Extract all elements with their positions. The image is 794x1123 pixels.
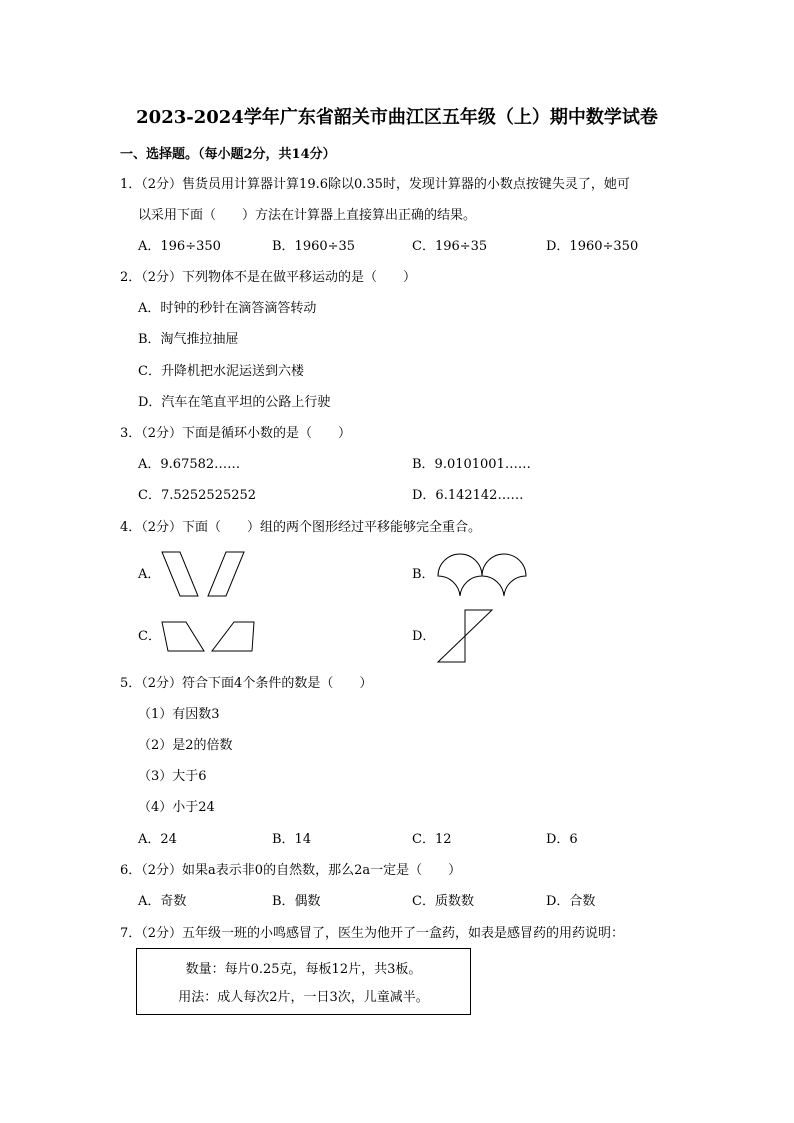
q5-option-a: A．24 bbox=[138, 832, 177, 847]
q6-option-c: C．质数数 bbox=[412, 894, 474, 909]
q6-option-b: B．偶数 bbox=[272, 894, 321, 909]
q1-option-d: D．1960÷350 bbox=[546, 239, 639, 254]
q1-stem-line2: 以采用下面（ ）方法在计算器上直接算出正确的结果。 bbox=[138, 208, 477, 223]
q4-option-b-label: B． bbox=[412, 567, 435, 582]
q5-condition-4: （4）小于24 bbox=[138, 800, 215, 815]
q4-figure-d bbox=[436, 608, 496, 664]
q1-option-a: A．196÷350 bbox=[138, 239, 221, 254]
medicine-usage-line: 用法：成人每次2片，一日3次，儿童减半。 bbox=[178, 990, 429, 1005]
q5-condition-3: （3）大于6 bbox=[138, 769, 207, 784]
q2-option-a: A．时钟的秒针在滴答滴答转动 bbox=[138, 301, 317, 316]
q1-option-b: B．1960÷35 bbox=[272, 239, 356, 254]
q5-option-d: D．6 bbox=[546, 832, 578, 847]
q3-stem: 3．（2分）下面是循环小数的是（ ） bbox=[120, 426, 352, 441]
q4-figure-a bbox=[160, 550, 246, 600]
q2-option-d: D．汽车在笔直平坦的公路上行驶 bbox=[138, 395, 331, 410]
q3-option-b: B．9.0101001…… bbox=[412, 457, 531, 472]
q4-option-c-label: C． bbox=[138, 629, 161, 644]
q5-condition-2: （2）是2的倍数 bbox=[138, 738, 233, 753]
q1-stem-line1: 1．（2分）售货员用计算器计算19.6除以0.35时，发现计算器的小数点按键失灵了，她可 bbox=[120, 177, 630, 192]
q3-option-a: A．9.67582…… bbox=[138, 457, 241, 472]
q6-option-a: A．奇数 bbox=[138, 894, 187, 909]
q4-option-a-label: A． bbox=[138, 567, 161, 582]
medicine-dosage-line: 数量：每片0.25克，每板12片，共3板。 bbox=[185, 962, 422, 977]
q4-figure-c bbox=[160, 620, 256, 654]
q2-stem: 2．（2分）下列物体不是在做平移运动的是（ ） bbox=[120, 270, 417, 285]
page-title: 2023-2024学年广东省韶关市曲江区五年级（上）期中数学试卷 bbox=[136, 107, 658, 128]
q5-option-c: C．12 bbox=[412, 832, 452, 847]
medicine-instructions-box bbox=[136, 948, 471, 1015]
q5-option-b: B．14 bbox=[272, 832, 312, 847]
q3-option-d: D．6.142142…… bbox=[412, 488, 524, 503]
q4-option-d-label: D． bbox=[412, 629, 436, 644]
q4-stem: 4．（2分）下面（ ）组的两个图形经过平移能够完全重合。 bbox=[120, 520, 482, 535]
q7-stem: 7．（2分）五年级一班的小鸣感冒了，医生为他开了一盒药，如表是感冒药的用药说明： bbox=[120, 926, 625, 941]
q4-figure-b bbox=[436, 552, 528, 598]
q6-option-d: D．合数 bbox=[546, 894, 596, 909]
q2-option-c: C．升降机把水泥运送到六楼 bbox=[138, 364, 304, 379]
q6-stem: 6．（2分）如果a表示非0的自然数，那么2a一定是（ ） bbox=[120, 863, 462, 878]
q1-option-c: C．196÷35 bbox=[412, 239, 488, 254]
q2-option-b: B．淘气推拉抽屉 bbox=[138, 332, 239, 347]
q5-condition-1: （1）有因数3 bbox=[138, 707, 220, 722]
section-heading-choice: 一、选择题。（每小题2分，共14分） bbox=[120, 147, 336, 162]
q5-stem: 5．（2分）符合下面4个条件的数是（ ） bbox=[120, 676, 373, 691]
q3-option-c: C．7.5252525252 bbox=[138, 488, 257, 503]
